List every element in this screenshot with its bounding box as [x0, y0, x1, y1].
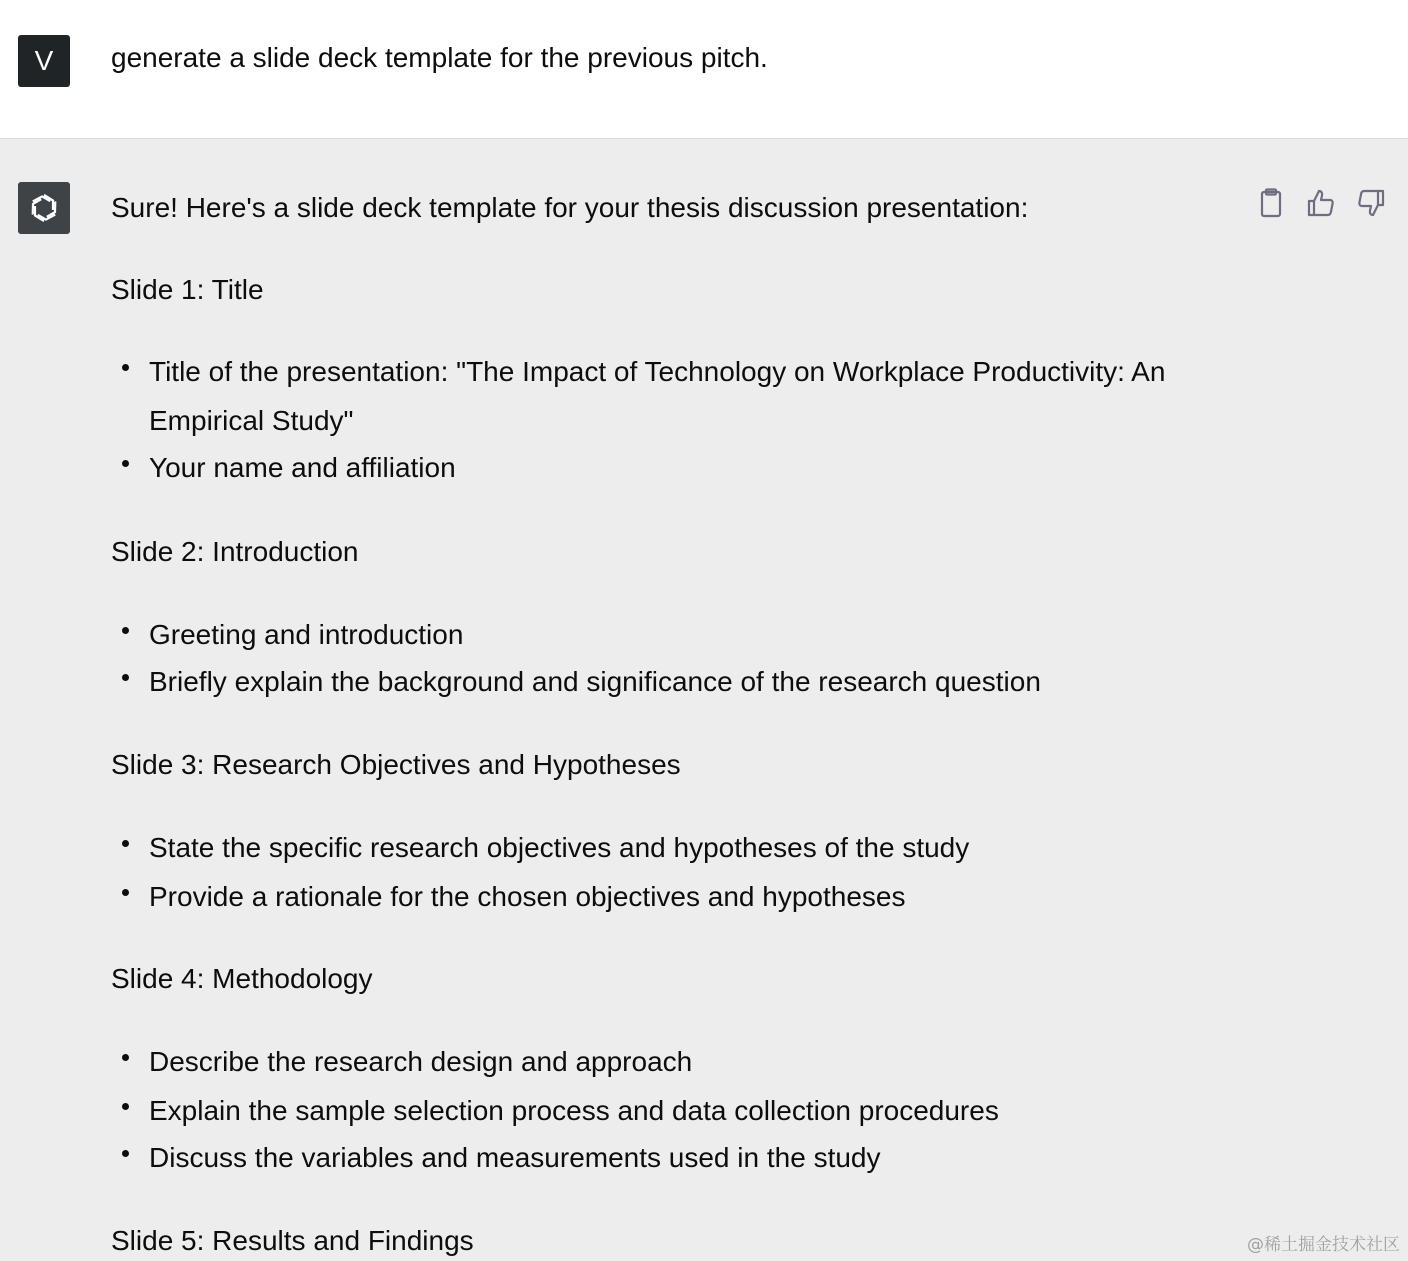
- bullet-dot: [122, 674, 129, 681]
- bullet-dot: [122, 364, 129, 371]
- bullet-text: Provide a rationale for the chosen objectives and hypotheses: [149, 881, 906, 912]
- message-actions: [1255, 187, 1387, 219]
- openai-logo-icon: [26, 190, 62, 226]
- slide-heading: Slide 4: Methodology: [111, 963, 373, 994]
- user-avatar: V: [18, 35, 70, 87]
- bullet-dot: [122, 1054, 129, 1061]
- assistant-intro: Sure! Here's a slide deck template for your thesis discussion presentation:: [111, 192, 1029, 223]
- bullet-text: Describe the research design and approach: [149, 1046, 693, 1077]
- bullet-text: Your name and affiliation: [149, 452, 456, 483]
- slide-heading: Slide 3: Research Objectives and Hypotheses: [111, 749, 681, 780]
- assistant-avatar: [18, 182, 70, 234]
- bullet-dot: [122, 889, 129, 896]
- bullet-text: State the specific research objectives and hypotheses of the study: [149, 832, 970, 863]
- bullet-text: Explain the sample selection process and data collection procedures: [149, 1095, 999, 1126]
- bullet-text: Briefly explain the background and significance of the research question: [149, 666, 1041, 697]
- thumbs-up-icon: [1306, 188, 1336, 218]
- bullet-text: Greeting and introduction: [149, 619, 464, 650]
- slide-heading: Slide 1: Title: [111, 274, 264, 305]
- thumbs-down-button[interactable]: [1355, 187, 1387, 219]
- bullet-dot: [122, 1103, 129, 1110]
- assistant-message-row: [0, 139, 1408, 1261]
- slide-heading: Slide 5: Results and Findings: [111, 1225, 474, 1256]
- bullet-dot: [122, 627, 129, 634]
- copy-button[interactable]: [1255, 187, 1287, 219]
- user-message-row: [0, 0, 1408, 139]
- user-message-text: generate a slide deck template for the previous pitch.: [111, 42, 768, 73]
- slide-heading: Slide 2: Introduction: [111, 536, 359, 567]
- bullet-text-continuation: Empirical Study": [149, 405, 354, 436]
- thumbs-up-button[interactable]: [1305, 187, 1337, 219]
- bullet-dot: [122, 460, 129, 467]
- bullet-text: Discuss the variables and measurements used in the study: [149, 1142, 881, 1173]
- watermark: @稀土掘金技术社区: [1247, 1235, 1400, 1255]
- clipboard-icon: [1258, 188, 1284, 218]
- bullet-text: Title of the presentation: "The Impact of Technology on Workplace Productivity: An: [149, 356, 1166, 387]
- bullet-dot: [122, 840, 129, 847]
- bullet-dot: [122, 1150, 129, 1157]
- thumbs-down-icon: [1356, 188, 1386, 218]
